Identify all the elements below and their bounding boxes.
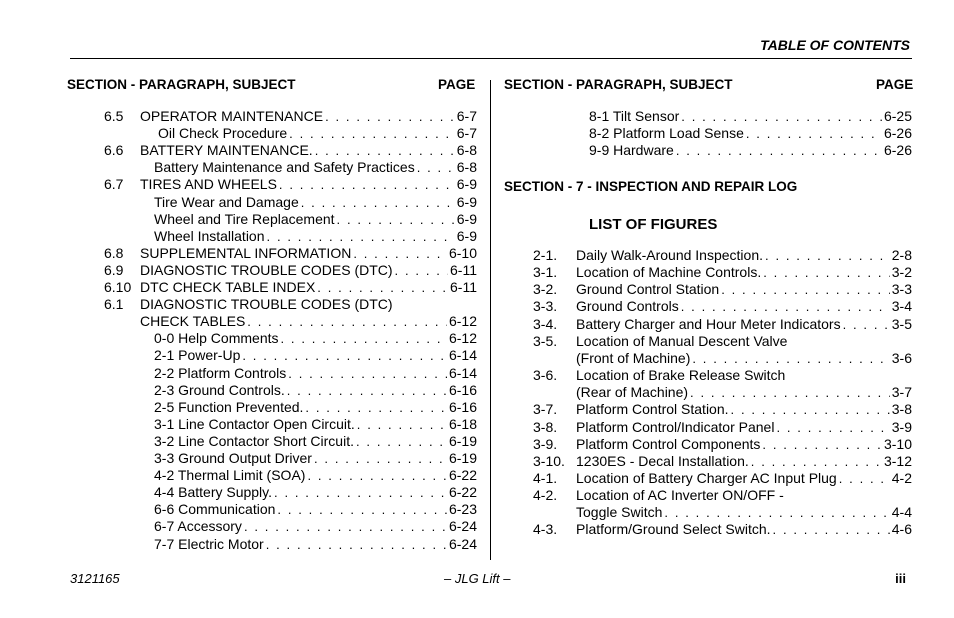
toc-page: 6-22 (448, 484, 477, 501)
toc-page: 6-10 (448, 244, 477, 261)
toc-entry[interactable] (154, 159, 477, 176)
figure-entry[interactable] (533, 401, 912, 418)
toc-number: 6.10 (104, 279, 132, 295)
toc-entry[interactable] (154, 518, 477, 535)
toc-entry[interactable] (154, 347, 477, 364)
figure-entry[interactable] (533, 281, 912, 298)
figure-page: 3-4 (891, 298, 912, 315)
toc-entry[interactable] (154, 416, 477, 433)
header-rule (70, 58, 912, 59)
toc-title: 7-7 Electric Motor (154, 535, 264, 552)
dot-leader (692, 351, 889, 366)
dot-leader (357, 417, 447, 432)
toc-entry[interactable] (154, 194, 477, 211)
section-7-heading[interactable]: SECTION - 7 - INSPECTION AND REPAIR LOG (504, 179, 798, 194)
figure-title: Location of Machine Controls. (576, 264, 762, 281)
figure-number: 4-3. (533, 521, 558, 538)
toc-entry[interactable] (154, 501, 477, 518)
dot-leader (305, 400, 447, 415)
toc-page: 6-16 (448, 398, 477, 415)
toc-title: 0-0 Help Comments (154, 330, 279, 347)
figure-page: 3-5 (891, 315, 912, 332)
figure-number: 3-8. (533, 418, 558, 435)
toc-entry[interactable] (154, 382, 477, 399)
toc-title: 2-3 Ground Controls. (154, 381, 285, 398)
figure-page: 2-8 (891, 247, 912, 263)
toc-entry[interactable] (154, 467, 477, 484)
toc-title: DTC CHECK TABLE INDEX (140, 279, 316, 295)
dot-leader (676, 143, 882, 158)
toc-page: 6-26 (883, 142, 912, 159)
toc-number: 6.8 (104, 244, 124, 261)
figure-page: 3-2 (891, 264, 912, 281)
toc-page: 6-18 (448, 415, 477, 432)
figure-title: Ground Controls (576, 298, 679, 315)
figure-number: 4-1. (533, 469, 558, 486)
toc-entry[interactable] (154, 399, 477, 416)
figure-title: 1230ES - Decal Installation. (576, 452, 749, 469)
toc-entry[interactable] (104, 261, 477, 279)
toc-title: 2-2 Platform Controls (154, 364, 287, 381)
figure-page: 3-10 (883, 435, 912, 452)
toc-title: Oil Check Procedure (158, 125, 288, 142)
figure-entry[interactable] (576, 504, 912, 521)
figure-title: Battery Charger and Hour Meter Indicators (576, 315, 841, 332)
figure-number: 3-10. (533, 452, 565, 469)
dot-leader (325, 109, 455, 124)
left-heading-subject: SECTION - PARAGRAPH, SUBJECT (67, 77, 296, 92)
figure-number: 3-1. (533, 264, 558, 281)
toc-entry[interactable] (154, 228, 477, 245)
toc-entry[interactable] (140, 313, 477, 330)
right-heading-page: PAGE (876, 77, 914, 92)
figure-page: 3-7 (891, 384, 912, 401)
dot-leader (301, 195, 455, 210)
toc-title: 3-3 Ground Output Driver (154, 450, 312, 466)
dot-leader (266, 537, 447, 552)
toc-page: 6-8 (456, 159, 477, 176)
figure-page: 3-12 (883, 452, 912, 469)
figure-number: 3-7. (533, 401, 558, 418)
dot-leader (315, 143, 455, 158)
dot-leader (731, 402, 890, 417)
toc-entry[interactable] (104, 279, 477, 296)
doc-number: 3121165 (70, 571, 120, 586)
dot-leader (307, 468, 447, 483)
figure-number: 2-1. (533, 247, 558, 263)
figure-title: (Rear of Machine) (576, 384, 689, 401)
figure-entry[interactable] (533, 247, 912, 264)
figure-number: 3-9. (533, 435, 558, 452)
dot-leader (317, 280, 448, 295)
figure-page: 4-2 (891, 469, 912, 486)
running-title: TABLE OF CONTENTS (760, 37, 910, 53)
dot-leader (839, 471, 890, 486)
dot-leader (746, 126, 882, 141)
left-heading-page: PAGE (438, 77, 476, 92)
toc-page: 6-24 (448, 518, 477, 535)
toc-entry[interactable] (154, 450, 477, 467)
toc-title: 6-6 Communication (154, 501, 276, 518)
dot-leader (314, 451, 447, 466)
dot-leader (244, 519, 447, 534)
toc-page: 6-9 (456, 176, 477, 193)
figure-title: Location of Brake Release Switch (576, 367, 786, 384)
toc-title: CHECK TABLES (140, 313, 246, 330)
dot-leader (277, 502, 447, 517)
dot-leader (274, 485, 447, 500)
toc-entry[interactable] (154, 211, 477, 228)
figure-entry[interactable] (533, 298, 912, 315)
toc-page: 6-9 (456, 193, 477, 210)
toc-title: BATTERY MAINTENANCE. (140, 142, 313, 159)
dot-leader (288, 366, 447, 381)
figure-entry[interactable] (533, 332, 912, 350)
dot-leader (762, 437, 882, 452)
figure-entry[interactable] (533, 264, 912, 281)
dot-leader (356, 434, 447, 449)
figure-page: 3-9 (891, 418, 912, 435)
dot-leader (395, 263, 448, 278)
column-divider (490, 80, 491, 560)
toc-entry[interactable] (589, 142, 912, 159)
toc-entry[interactable] (104, 244, 477, 262)
toc-title: DIAGNOSTIC TROUBLE CODES (DTC) (140, 261, 393, 278)
figure-number: 3-3. (533, 298, 558, 315)
dot-leader (765, 248, 890, 263)
dot-leader (353, 246, 447, 261)
dot-leader (242, 348, 447, 363)
figure-entry[interactable] (576, 350, 912, 367)
toc-entry[interactable] (104, 142, 477, 159)
toc-title: 8-1 Tilt Sensor (589, 108, 680, 124)
toc-entry[interactable] (104, 296, 477, 313)
figure-number: 3-5. (533, 332, 558, 349)
right-heading-subject: SECTION - PARAGRAPH, SUBJECT (504, 77, 733, 92)
figure-page: 4-4 (891, 504, 912, 521)
dot-leader (776, 420, 889, 435)
figure-number: 4-2. (533, 487, 558, 504)
toc-page: 6-25 (883, 108, 912, 124)
figure-entry[interactable] (533, 452, 912, 470)
figure-page: 3-3 (891, 281, 912, 298)
figure-title: Location of Manual Descent Valve (576, 332, 788, 349)
figure-title: Location of AC Inverter ON/OFF - (576, 487, 784, 504)
toc-number: 6.5 (104, 108, 124, 124)
list-of-figures-title: LIST OF FIGURES (589, 216, 718, 233)
figure-entry[interactable] (576, 384, 912, 401)
toc-title: 2-5 Function Prevented. (154, 398, 304, 415)
toc-page: 6-19 (448, 450, 477, 466)
toc-title: 4-4 Battery Supply. (154, 484, 273, 501)
footer-center: – JLG Lift – (444, 571, 511, 586)
toc-entry[interactable] (154, 484, 477, 501)
figure-entry[interactable] (533, 435, 912, 453)
toc-title: 2-1 Power-Up (154, 347, 241, 364)
toc-entry[interactable] (158, 125, 477, 142)
figure-number: 3-4. (533, 315, 558, 332)
toc-number: 6.6 (104, 142, 124, 159)
figure-title: Platform/Ground Select Switch. (576, 521, 771, 538)
figure-page: 4-6 (891, 521, 912, 538)
toc-title: 6-7 Accessory (154, 518, 242, 535)
toc-page: 6-26 (883, 125, 912, 142)
toc-page: 6-12 (448, 330, 477, 347)
figure-title: Daily Walk-Around Inspection. (576, 247, 764, 263)
toc-page: 6-16 (448, 381, 477, 398)
figure-entry[interactable] (533, 487, 912, 504)
dot-leader (681, 109, 882, 124)
toc-title: Wheel and Tire Replacement (154, 210, 335, 227)
dot-leader (279, 177, 455, 192)
dot-leader (721, 282, 890, 297)
toc-page: 6-14 (448, 347, 477, 364)
dot-leader (247, 314, 447, 329)
figure-entry[interactable] (533, 521, 912, 538)
figure-page: 3-8 (891, 401, 912, 418)
toc-page: 6-24 (448, 535, 477, 552)
dot-leader (681, 299, 890, 314)
toc-title: 4-2 Thermal Limit (SOA) (154, 467, 306, 484)
dot-leader (289, 126, 455, 141)
dot-leader (751, 454, 882, 469)
dot-leader (337, 212, 455, 227)
page-number: iii (895, 571, 906, 586)
figure-title: Platform Control/Indicator Panel (576, 418, 775, 435)
figure-title: (Front of Machine) (576, 349, 691, 366)
toc-entry[interactable] (154, 365, 477, 382)
toc-page: 6-11 (450, 279, 477, 295)
toc-title: Tire Wear and Damage (154, 193, 299, 210)
toc-title: DIAGNOSTIC TROUBLE CODES (DTC) (140, 296, 393, 313)
toc-entry[interactable] (104, 176, 477, 193)
toc-page: 6-8 (456, 142, 477, 159)
toc-title: 8-2 Platform Load Sense (589, 125, 744, 142)
toc-entry[interactable] (104, 108, 477, 125)
toc-entry[interactable] (154, 536, 477, 553)
figure-entry[interactable] (533, 367, 912, 384)
toc-title: TIRES AND WHEELS (140, 176, 277, 193)
figure-entry[interactable] (533, 315, 912, 333)
toc-page: 6-14 (448, 364, 477, 381)
dot-leader (690, 385, 890, 400)
figure-title: Platform Control Components (576, 435, 761, 452)
toc-title: 9-9 Hardware (589, 142, 674, 159)
toc-page: 6-12 (448, 313, 477, 330)
toc-page: 6-7 (456, 125, 477, 142)
figure-page: 3-6 (891, 349, 912, 366)
figure-title: Platform Control Station. (576, 401, 729, 418)
toc-page: 6-9 (456, 210, 477, 227)
toc-entry[interactable] (589, 108, 912, 125)
toc-page: 6-22 (448, 467, 477, 484)
figure-entry[interactable] (533, 418, 912, 436)
toc-title: SUPPLEMENTAL INFORMATION (140, 244, 352, 261)
figure-title: Toggle Switch (576, 504, 663, 521)
toc-title: 3-2 Line Contactor Short Circuit. (154, 432, 354, 449)
toc-page: 6-9 (456, 227, 477, 244)
figure-title: Location of Battery Charger AC Input Plug (576, 469, 837, 486)
toc-title: 3-1 Line Contactor Open Circuit. (154, 415, 355, 432)
dot-leader (773, 522, 890, 537)
toc-page: 6-7 (456, 108, 477, 124)
dot-leader (843, 317, 890, 332)
figure-number: 3-2. (533, 281, 558, 298)
toc-page: 6-19 (448, 432, 477, 449)
toc-number: 6.9 (104, 261, 124, 278)
dot-leader (287, 383, 447, 398)
figure-title: Ground Control Station (576, 281, 720, 298)
toc-number: 6.7 (104, 176, 124, 193)
toc-entry[interactable] (589, 125, 912, 142)
toc-title: Battery Maintenance and Safety Practices (154, 159, 415, 176)
toc-page: 6-23 (448, 501, 477, 518)
dot-leader (417, 160, 455, 175)
figure-number: 3-6. (533, 367, 558, 384)
dot-leader (664, 505, 889, 520)
dot-leader (267, 229, 455, 244)
toc-entry[interactable] (154, 433, 477, 450)
dot-leader (281, 331, 447, 346)
toc-page: 6-11 (450, 261, 477, 278)
toc-title: Wheel Installation (154, 227, 265, 244)
toc-title: OPERATOR MAINTENANCE (140, 108, 324, 124)
figure-entry[interactable] (533, 469, 912, 487)
toc-entry[interactable] (154, 330, 477, 347)
dot-leader (763, 265, 890, 280)
toc-number: 6.1 (104, 296, 124, 313)
